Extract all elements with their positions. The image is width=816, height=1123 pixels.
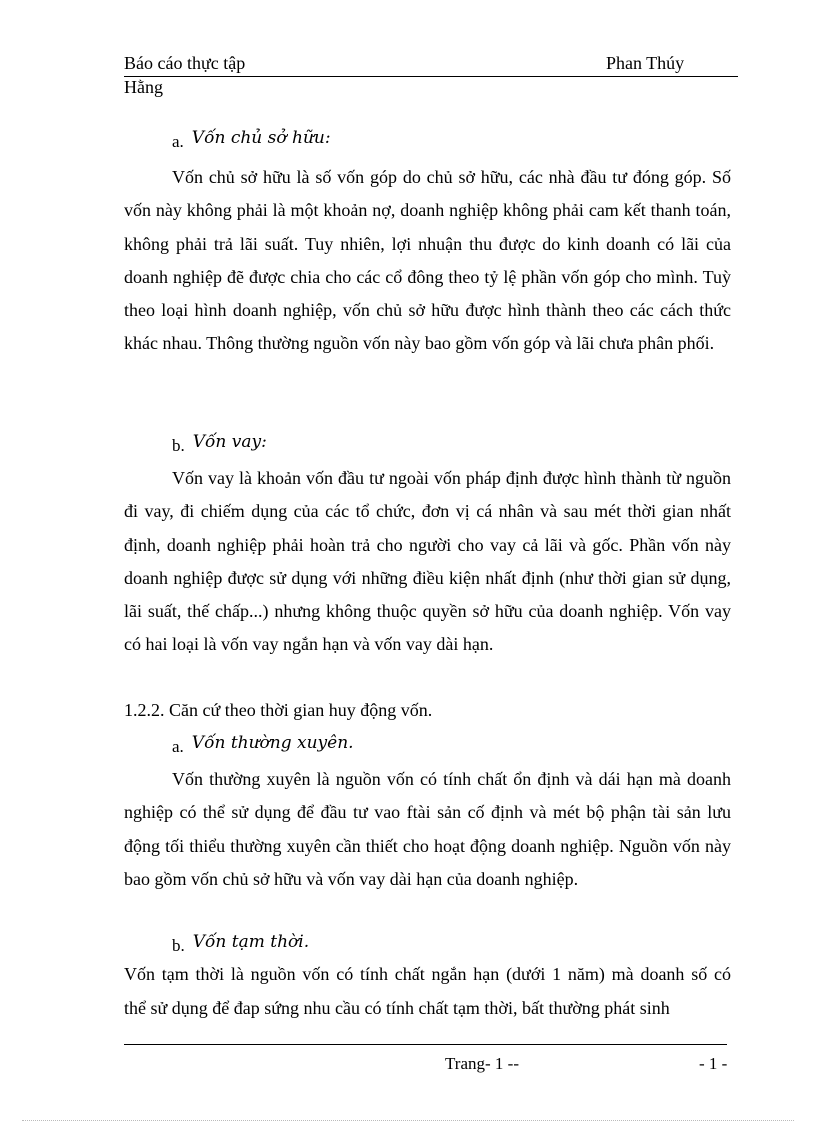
subheading-letter: a. bbox=[172, 132, 184, 151]
paragraph-text: Vốn thường xuyên là nguồn vốn có tính chất ổn định và dái hạn mà doanh nghiệp có thể sử dụng để đầu tư vao ftài sản cố định và mét bộ phận tài sản lưu động tối thiểu thường xuyên cần thiết cho hoạt động doanh nghiệp. Nguồn vốn này bao gồm vốn chủ sở hữu và vốn vay dài hạn của doanh nghiệp. bbox=[124, 769, 731, 889]
header-author: Phan Thúy bbox=[606, 53, 685, 73]
footer-page-label: Trang- 1 -- bbox=[445, 1054, 519, 1073]
section-heading-1-2-2: 1.2.2. Căn cứ theo thời gian huy động vốn. bbox=[124, 700, 433, 720]
footer-rule bbox=[124, 1044, 727, 1045]
paragraph-owner-equity bbox=[124, 161, 731, 361]
subheading-loans bbox=[172, 432, 267, 455]
subheading-title: Vốn vay: bbox=[192, 432, 267, 452]
header-author-continuation: Hằng bbox=[124, 77, 163, 97]
page-bottom-border bbox=[22, 1120, 794, 1121]
subheading-long-term-capital bbox=[172, 733, 354, 756]
subheading-letter: b. bbox=[172, 936, 185, 955]
subheading-title: Vốn tạm thời. bbox=[192, 932, 310, 952]
header-title: Báo cáo thực tập bbox=[124, 53, 246, 73]
subheading-title: Vốn chủ sở hữu: bbox=[191, 128, 331, 148]
footer-page-number: - 1 - bbox=[699, 1054, 728, 1073]
subheading-title: Vốn thường xuyên. bbox=[191, 733, 354, 753]
subheading-letter: a. bbox=[172, 737, 184, 756]
paragraph-loans bbox=[124, 462, 731, 662]
subheading-owner-equity bbox=[172, 128, 331, 151]
paragraph-temporary-capital-line-2: thể sử dụng để đap sứng nhu cầu có tính chất tạm thời, bất thường phát sinh bbox=[124, 998, 670, 1018]
paragraph-temporary-capital-line-1: Vốn tạm thời là nguồn vốn có tính chất ngắn hạn (dưới 1 năm) mà doanh số có bbox=[124, 964, 731, 984]
paragraph-text: Vốn chủ sở hữu là số vốn góp do chủ sở hữu, các nhà đầu tư đóng góp. Số vốn này không phải là một khoản nợ, doanh nghiệp không phải cam kết thanh toán, không phải trả lãi suất. Tuy nhiên, lợi nhuận thu được do kinh doanh có lãi của doanh nghiệp đẽ được chia cho các cổ đông theo tỷ lệ phần vốn góp cho mình. Tuỳ theo loại hình doanh nghiệp, vốn chủ sở hữu được hình thành theo các cách thức khác nhau. Thông thường nguồn vốn này bao gồm vốn góp và lãi chưa phân phối. bbox=[124, 167, 731, 354]
subheading-letter: b. bbox=[172, 436, 185, 455]
paragraph-text: Vốn vay là khoản vốn đầu tư ngoài vốn pháp định được hình thành từ nguồn đi vay, đi chiếm dụng của các tổ chức, đơn vị cá nhân và sau mét thời gian nhất định, doanh nghiệp phải hoàn trả cho người cho vay cả lãi và gốc. Phần vốn này doanh nghiệp được sử dụng với những điều kiện nhất định (như thời gian sử dụng, lãi suất, thế chấp...) nhưng không thuộc quyền sở hữu của doanh nghiệp. Vốn vay có hai loại là vốn vay ngắn hạn và vốn vay dài hạn. bbox=[124, 468, 731, 655]
header-rule bbox=[124, 76, 738, 77]
paragraph-long-term-capital bbox=[124, 763, 731, 896]
subheading-temporary-capital bbox=[172, 932, 310, 955]
